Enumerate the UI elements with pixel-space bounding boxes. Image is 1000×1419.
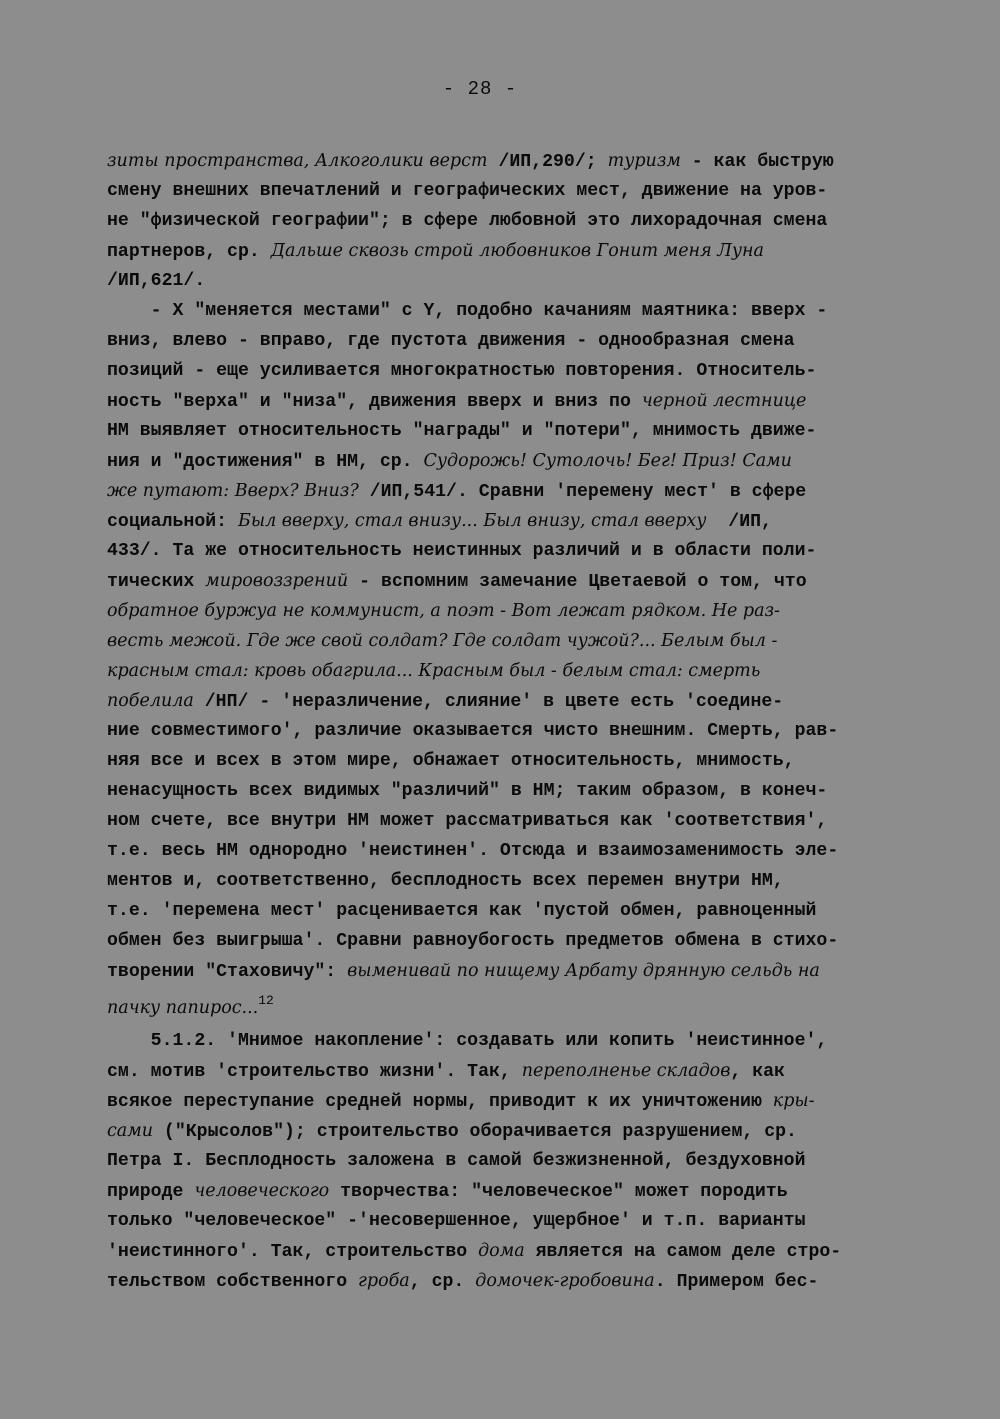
text-line bbox=[107, 326, 927, 356]
text-span: 5.1.2. 'Мнимое накопление': создавать или копить 'неистинное', bbox=[107, 1031, 828, 1051]
text-span: природе bbox=[107, 1182, 195, 1202]
italic-quote: красным стал: кровь обагрила... Красным был - белым стал: смерть bbox=[107, 661, 761, 681]
text-span: /ИП, bbox=[706, 512, 772, 532]
text-span: партнеров, ср. bbox=[107, 242, 271, 262]
text-span: ность "верха" и "низа", движения вверх и вниз по bbox=[107, 392, 642, 412]
text-span: - вспомним замечание Цветаевой о том, что bbox=[348, 572, 807, 592]
italic-quote: человеческого bbox=[194, 1181, 330, 1201]
text-span: т.е. весь НМ однородно 'неистинен'. Отсюда и взаимозаменимость эле- bbox=[107, 841, 839, 861]
text-span: смену внешних впечатлений и географических мест, движение на уров- bbox=[107, 181, 828, 201]
text-line bbox=[107, 1056, 927, 1086]
text-span: обмен без выигрыша'. Сравни равноубогость предметов обмена в стихо- bbox=[107, 931, 839, 951]
italic-quote: сами bbox=[107, 1121, 154, 1141]
text-span: ния и "достижения" в НМ, ср. bbox=[107, 452, 424, 472]
italic-quote: Судорожь! Сутолочь! Бег! Приз! Сами bbox=[423, 451, 792, 471]
italic-quote: зиты пространства, Алкоголики верст bbox=[107, 151, 488, 171]
text-line bbox=[107, 296, 927, 326]
text-line bbox=[107, 506, 927, 536]
text-line bbox=[107, 836, 927, 866]
text-span: ном счете, все внутри НМ может рассматриваться как 'соответствия', bbox=[107, 811, 828, 831]
text-line bbox=[107, 656, 927, 686]
text-line bbox=[107, 446, 927, 476]
text-span: /ИП,541/. Сравни 'перемену мест' в сфере bbox=[358, 482, 807, 502]
text-span: социальной: bbox=[107, 512, 238, 532]
text-span: НМ выявляет относительность "награды" и "потери", мнимость движе- bbox=[107, 421, 817, 441]
text-line bbox=[107, 896, 927, 926]
text-span: няя все и всех в этом мире, обнажает относительность, мнимость, bbox=[107, 751, 795, 771]
text-span: ("Крысолов"); строительство оборачивается разрушением, ср. bbox=[153, 1122, 797, 1142]
italic-quote: побелила bbox=[107, 691, 194, 711]
italic-quote: кры- bbox=[772, 1091, 815, 1111]
text-span: - X "меняется местами" с Y, подобно качаниям маятника: вверх - bbox=[107, 301, 828, 321]
text-line bbox=[107, 266, 927, 296]
text-span: 433/. Та же относительность неистинных различий и в области поли- bbox=[107, 541, 817, 561]
text-line bbox=[107, 1146, 927, 1176]
text-line bbox=[107, 1206, 927, 1236]
italic-quote: обратное буржуа не коммунист, а поэт - Вот лежат рядком. Не раз- bbox=[107, 601, 780, 621]
italic-quote: домочек-гробовина bbox=[475, 1271, 655, 1291]
text-span: позиций - еще усиливается многократностью повторения. Относитель- bbox=[107, 361, 817, 381]
text-span: всякое переступание средней нормы, приводит к их уничтожению bbox=[107, 1092, 773, 1112]
text-span: 'неистинного'. Так, строительство bbox=[107, 1242, 479, 1262]
text-line bbox=[107, 146, 927, 176]
text-span: творении "Стаховичу": bbox=[107, 962, 348, 982]
text-line bbox=[107, 746, 927, 776]
text-line bbox=[107, 1026, 927, 1056]
text-span: /НП/ - 'неразличение, слияние' в цвете есть 'соедине- bbox=[193, 692, 784, 712]
text-line bbox=[107, 416, 927, 446]
text-line bbox=[107, 806, 927, 836]
text-span: /ИП,621/. bbox=[107, 271, 206, 291]
text-span: творчества: "человеческое" может породить bbox=[329, 1182, 788, 1202]
text-line bbox=[107, 716, 927, 746]
text-line bbox=[107, 356, 927, 386]
italic-quote: туризм bbox=[607, 151, 681, 171]
text-line bbox=[107, 626, 927, 656]
text-line bbox=[107, 1086, 927, 1116]
text-span: вниз, влево - вправо, где пустота движения - однообразная смена bbox=[107, 331, 795, 351]
text-line bbox=[107, 1236, 927, 1266]
text-line bbox=[107, 986, 927, 1016]
text-span: т.е. 'перемена мест' расценивается как 'пустой обмен, равноценный bbox=[107, 901, 817, 921]
text-line bbox=[107, 1266, 927, 1296]
italic-quote: Дальше сквозь строй любовников Гонит меня Луна bbox=[270, 241, 764, 261]
text-line bbox=[107, 596, 927, 626]
italic-quote: гроба bbox=[358, 1271, 410, 1291]
text-line bbox=[107, 176, 927, 206]
italic-quote: выменивай по нищему Арбату дрянную сельдь на bbox=[347, 961, 820, 981]
footnote-marker: 12 bbox=[258, 993, 274, 1008]
text-span: ненасущность всех видимых "различий" в НМ; таким образом, в конеч- bbox=[107, 781, 828, 801]
text-span: , как bbox=[730, 1062, 785, 1082]
text-line bbox=[107, 1176, 927, 1206]
text-line bbox=[107, 236, 927, 266]
text-span: ние совместимого', различие оказывается чисто внешним. Смерть, рав- bbox=[107, 721, 839, 741]
text-span: . Примером бес- bbox=[654, 1272, 819, 1292]
text-line bbox=[107, 926, 927, 956]
text-line bbox=[107, 476, 927, 506]
text-line bbox=[107, 566, 927, 596]
text-span: см. мотив 'строительство жизни'. Так, bbox=[107, 1062, 522, 1082]
text-span: является на самом деле стро- bbox=[524, 1242, 842, 1262]
text-span: ментов и, соответственно, бесплодность всех перемен внутри НМ, bbox=[107, 871, 784, 891]
italic-quote: весть межой. Где же свой солдат? Где солдат чужой?... Белым был - bbox=[107, 631, 778, 651]
page-number: - 28 - bbox=[442, 78, 518, 100]
text-span: тельством собственного bbox=[107, 1272, 359, 1292]
italic-quote: черной лестнице bbox=[641, 391, 807, 411]
text-line bbox=[107, 386, 927, 416]
italic-quote: переполненье складов bbox=[521, 1061, 731, 1081]
text-line bbox=[107, 776, 927, 806]
italic-quote: мировоззрений bbox=[205, 571, 349, 591]
body-text bbox=[107, 146, 927, 1296]
text-line bbox=[107, 1116, 927, 1146]
text-span: Петра I. Бесплодность заложена в самой безжизненной, бездуховной bbox=[107, 1151, 806, 1171]
text-span: , ср. bbox=[409, 1272, 476, 1292]
text-span: тических bbox=[107, 572, 206, 592]
text-line bbox=[107, 536, 927, 566]
text-line bbox=[107, 206, 927, 236]
italic-quote: Был вверху, стал внизу... Был внизу, стал вверху bbox=[237, 511, 707, 531]
italic-quote: пачку папирос... bbox=[107, 998, 259, 1018]
text-span: - как быструю bbox=[680, 152, 834, 172]
text-line bbox=[107, 866, 927, 896]
italic-quote: же путают: Вверх? Вниз? bbox=[107, 481, 359, 501]
text-line bbox=[107, 956, 927, 986]
text-span: /ИП,290/; bbox=[487, 152, 608, 172]
text-line bbox=[107, 686, 927, 716]
text-span: только "человеческое" -'несовершенное, ущербное' и т.п. варианты bbox=[107, 1211, 806, 1231]
text-span: не "физической географии"; в сфере любовной это лихорадочная смена bbox=[107, 211, 828, 231]
italic-quote: дома bbox=[478, 1241, 525, 1261]
